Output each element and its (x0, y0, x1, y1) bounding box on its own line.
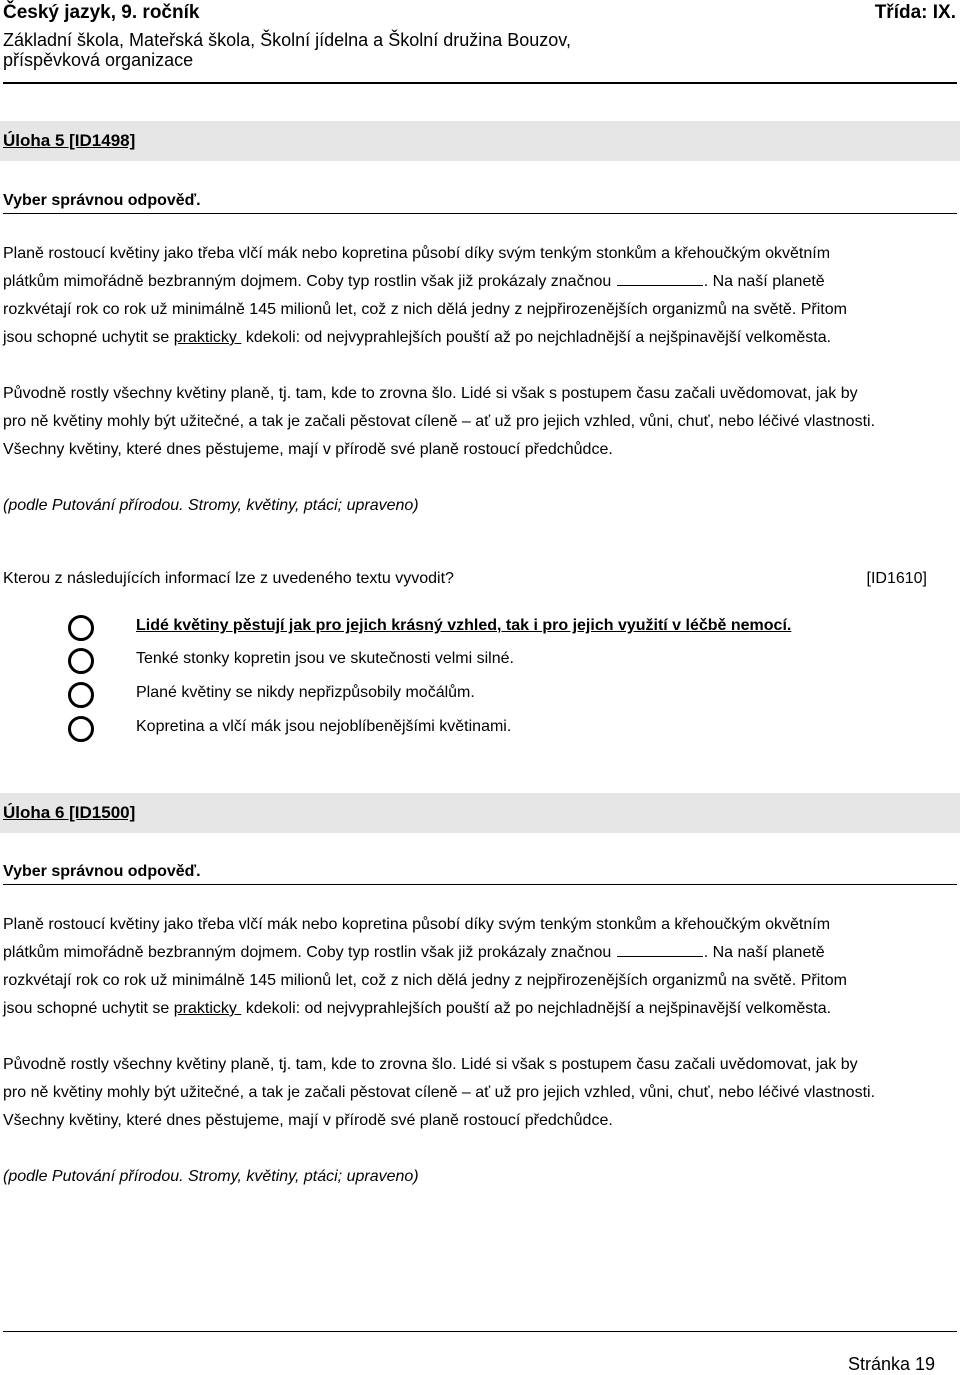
fill-in-blank (617, 271, 703, 286)
task-5-header-band (0, 121, 960, 161)
task-5-article (3, 240, 960, 464)
header-divider (3, 82, 957, 84)
school-name-line2: příspěvková organizace (3, 50, 194, 70)
task-5-question-id: [ID1610] (866, 570, 927, 587)
task-6-source: (podle Putování přírodou. Stromy, květiny, ptáci; upraveno) (3, 1168, 419, 1185)
answer-option-label: Lidé květiny pěstují jak pro jejich krásný vzhled, tak i pro jejich využití v léčbě nemocí. (136, 617, 792, 634)
underlined-word: prakticky (173, 1000, 237, 1017)
article-line: Původně rostly všechny květiny planě, tj. tam, kde to zrovna šlo. Lidé si však s postupem času začali uvědomovat, jak by (3, 385, 858, 402)
school-name-line1: Základní škola, Mateřská škola, Školní jídelna a Školní družina Bouzov, (3, 30, 571, 50)
task-6-instruction-divider (3, 884, 957, 885)
task-6-article (3, 911, 960, 1135)
article-line: Planě rostoucí květiny jako třeba vlčí mák nebo kopretina působí díky svým tenkým stonkům a křehoučkým okvětním (3, 916, 831, 933)
footer-divider (3, 1331, 957, 1332)
answer-option-label: Tenké stonky kopretin jsou ve skutečnosti velmi silné. (136, 650, 514, 667)
answer-option-label: Plané květiny se nikdy nepřizpůsobily močálům. (136, 684, 475, 701)
answer-option-label: Kopretina a vlčí mák jsou nejoblíbenějšími květinami. (136, 718, 512, 735)
article-line: Všechny květiny, které dnes pěstujeme, mají v přírodě své planě rostoucí předchůdce. (3, 441, 613, 458)
page-number: Stránka 19 (847, 1354, 935, 1374)
article-line: pro ně květiny mohly být užitečné, a tak je začali pěstovat cíleně – ať už pro jejich vzhled, vůni, chuť, nebo léčivé vlastnosti. (3, 1084, 876, 1101)
article-line: rozkvétají rok co rok už minimálně 145 milionů let, což z nich dělá jedny z nejpřirozenějších organizmů na světě. Přitom (3, 972, 847, 989)
task-5-instruction-divider (3, 213, 957, 214)
radio-button-icon[interactable] (68, 615, 94, 641)
radio-button-icon[interactable] (68, 648, 94, 674)
article-line: Planě rostoucí květiny jako třeba vlčí mák nebo kopretina působí díky svým tenkým stonkům a křehoučkým okvětním (3, 245, 831, 262)
class-label: Třída: IX. (874, 2, 956, 23)
task-5-title: Úloha 5 [ID1498] (3, 131, 136, 150)
article-line: plátkům mimořádně bezbranným dojmem. Coby typ rostlin však již prokázaly značnou . Na naší planetě (3, 273, 825, 290)
task-5-question: Kterou z následujících informací lze z uvedeného textu vyvodit? (3, 570, 454, 587)
article-line: Všechny květiny, které dnes pěstujeme, mají v přírodě své planě rostoucí předchůdce. (3, 1112, 613, 1129)
task-5-instruction: Vyber správnou odpověď. (3, 192, 201, 209)
article-line: pro ně květiny mohly být užitečné, a tak je začali pěstovat cíleně – ať už pro jejich vzhled, vůni, chuť, nebo léčivé vlastnosti. (3, 413, 876, 430)
fill-in-blank (617, 942, 703, 957)
task-6-header-band (0, 793, 960, 833)
task-5-source: (podle Putování přírodou. Stromy, květiny, ptáci; upraveno) (3, 497, 419, 514)
school-name (3, 30, 703, 70)
task-6-instruction: Vyber správnou odpověď. (3, 863, 201, 880)
article-line: plátkům mimořádně bezbranným dojmem. Coby typ rostlin však již prokázaly značnou . Na naší planetě (3, 944, 825, 961)
article-line: Původně rostly všechny květiny planě, tj. tam, kde to zrovna šlo. Lidé si však s postupem času začali uvědomovat, jak by (3, 1056, 858, 1073)
radio-button-icon[interactable] (68, 716, 94, 742)
radio-button-icon[interactable] (68, 682, 94, 708)
subject-title: Český jazyk, 9. ročník (3, 2, 200, 23)
underlined-word: prakticky (173, 329, 237, 346)
article-line: jsou schopné uchytit se prakticky kdekoli: od nejvyprahlejších pouští až po nejchladnější a nejšpinavější velkoměsta. (3, 1000, 832, 1017)
article-line: rozkvétají rok co rok už minimálně 145 milionů let, což z nich dělá jedny z nejpřirozenějších organizmů na světě. Přitom (3, 301, 847, 318)
article-line: jsou schopné uchytit se prakticky kdekoli: od nejvyprahlejších pouští až po nejchladnější a nejšpinavější velkoměsta. (3, 329, 832, 346)
task-6-title: Úloha 6 [ID1500] (3, 803, 136, 822)
